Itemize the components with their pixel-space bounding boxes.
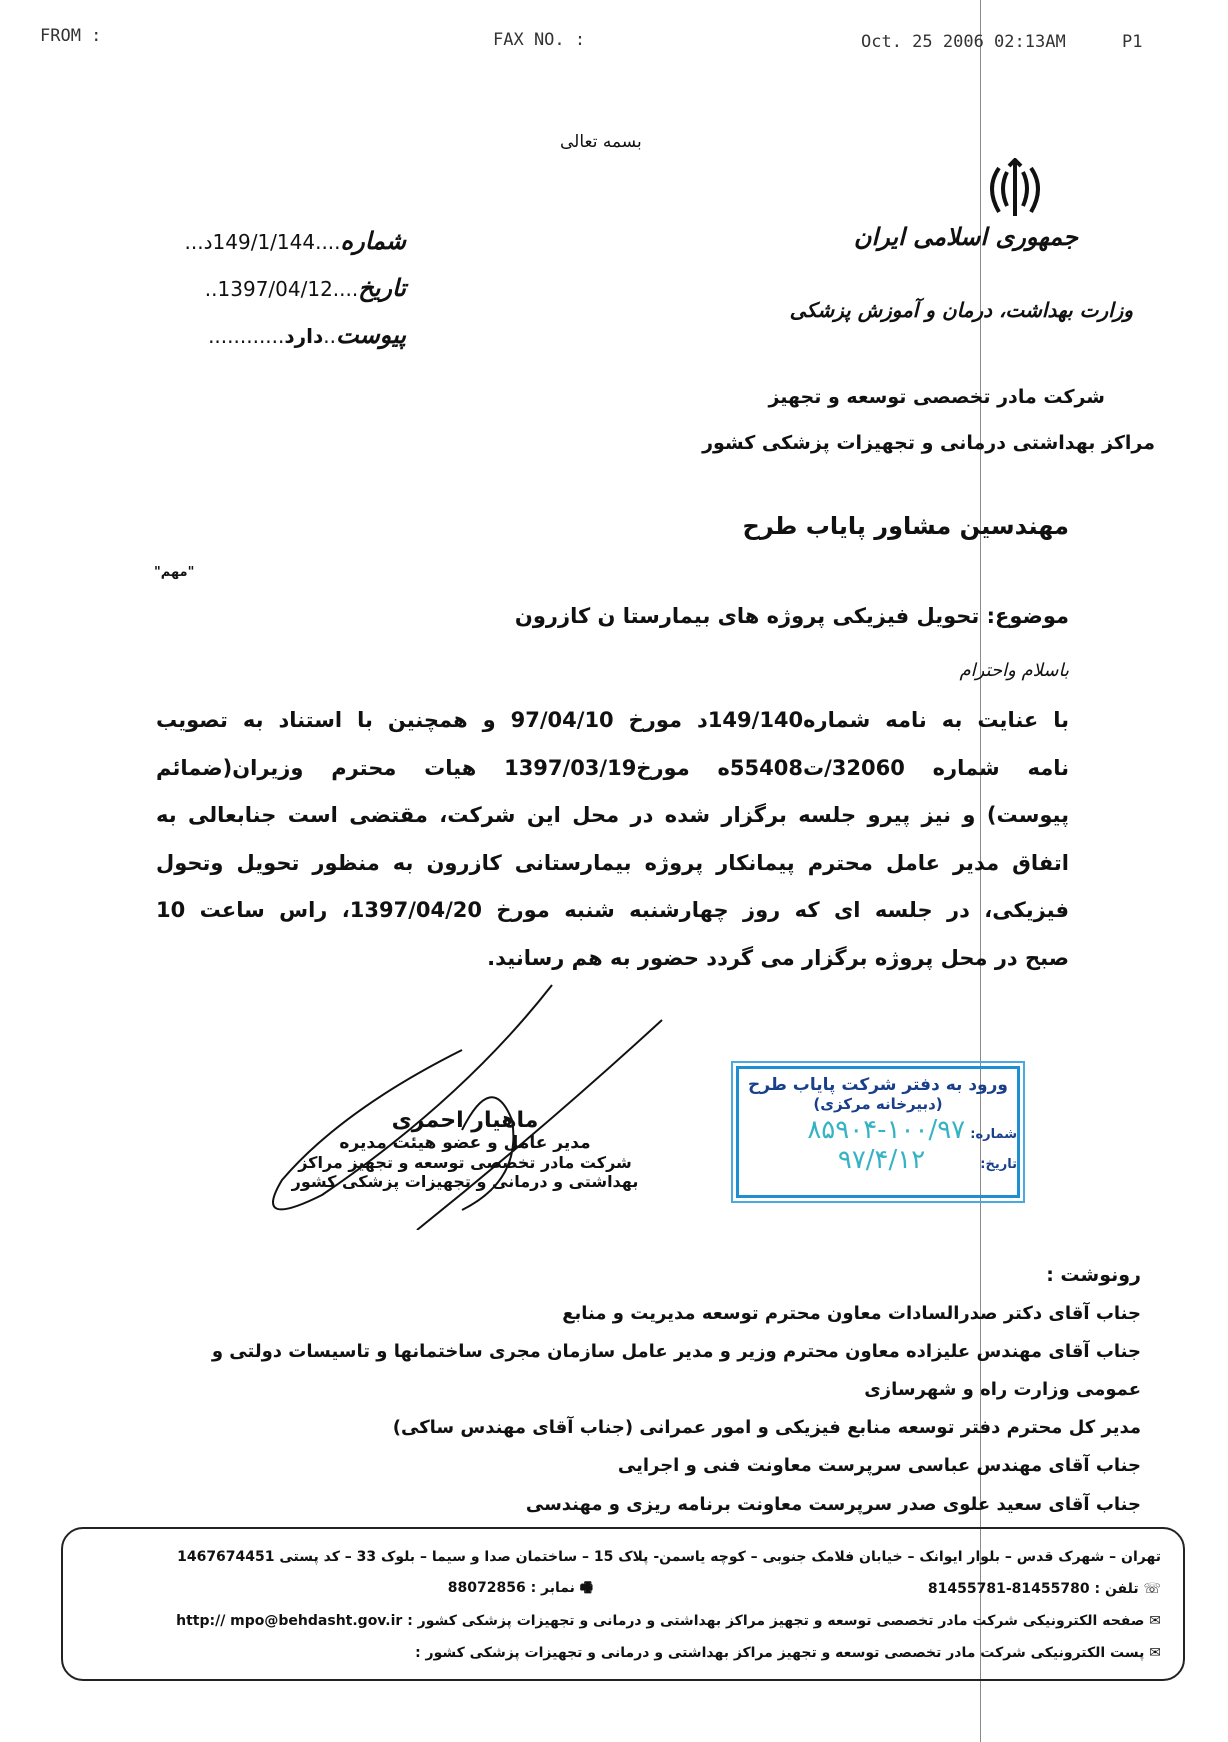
cc-title: رونوشت : xyxy=(1046,1264,1141,1286)
stamp-title: ورود به دفتر شرکت پایاب طرح xyxy=(748,1075,1008,1095)
date-label: تاریخ xyxy=(358,274,406,302)
subject xyxy=(515,604,1069,628)
letterhead-footer xyxy=(61,1527,1185,1681)
envelope-icon: ✉ xyxy=(1144,1645,1161,1661)
footer-phone: ☏ تلفن : 81455780-81455781 xyxy=(927,1581,1161,1597)
handwritten-signature xyxy=(262,980,682,1234)
invocation: بسمه تعالی xyxy=(560,132,642,152)
signatory-org: بهداشتی و درمانی و تجهیزات پزشکی کشور xyxy=(291,1172,639,1191)
website-link[interactable]: http:// mpo@behdasht.gov.ir xyxy=(176,1613,403,1629)
footer-email: ✉ پست الکترونیکی شرکت مادر تخصصی توسعه و تجهیز مراکز بهداشتی و درمانی و تجهیزات پزشکی کشور : xyxy=(415,1645,1161,1661)
body-line: پیوست) و نیز پیرو جلسه برگزار شده در محل این شرکت، مقتضی است جنابعالی به xyxy=(156,803,1069,827)
cc-line: جناب آقای سعید علوی صدر سرپرست معاونت برنامه ریزی و مهندسی xyxy=(525,1494,1141,1515)
fax-number: FAX NO. : xyxy=(493,30,586,50)
date-value: 1397/04/12 xyxy=(217,277,333,301)
stamp-date-value: ۹۷/۴/۱۲ xyxy=(837,1145,926,1175)
fax-from: FROM : xyxy=(40,26,102,46)
cc-line: مدیر کل محترم دفتر توسعه منابع فیزیکی و امور عمرانی (جناب آقای مهندس ساکی) xyxy=(392,1417,1141,1438)
footer-website: ✉ صفحه الکترونیکی شرکت مادر تخصصی توسعه و تجهیز مراکز بهداشتی و درمانی و تجهیزات پزشکی کشور : http:// mpo@behdasht.gov.ir xyxy=(176,1613,1161,1629)
stamp-number-value: ۱۰۰/۹۷-۸۵۹۰۴ xyxy=(807,1115,966,1145)
emblem-line-republic: جمهوری اسلامی ایران xyxy=(853,222,1078,251)
body-line: فیزیکی، در جلسه ای که روز چهارشنبه شنبه مورخ 1397/04/20، راس ساعت 10 xyxy=(156,898,1069,922)
stamp-subtitle: (دبیرخانه مرکزی) xyxy=(813,1095,943,1113)
body-line: صبح در محل پروژه برگزار می گردد حضور به هم رسانید. xyxy=(487,946,1069,970)
fax-icon: 🖷 xyxy=(574,1580,593,1596)
iran-emblem-icon xyxy=(985,158,1045,224)
phone-icon: ☏ xyxy=(1138,1581,1161,1597)
reference-block: شماره....149/1/144د... تاریخ....1397/04/12.. پیوست..دارد............ xyxy=(184,227,406,349)
signatory-title: مدیر عامل و عضو هیئت مدیره xyxy=(339,1133,591,1153)
fax-datetime: Oct. 25 2006 02:13AM xyxy=(861,32,1066,52)
number-value: 149/1/144د xyxy=(203,230,316,254)
body-line: با عنایت به نامه شماره149/140د مورخ 97/04/10 و همچنین با استناد به تصویب xyxy=(156,708,1069,732)
fax-page: P1 xyxy=(1122,32,1143,52)
stamp-date-label: تاریخ: xyxy=(980,1157,1017,1172)
attachment-value: دارد xyxy=(284,324,324,348)
cc-line: جناب آقای مهندس علیزاده معاون محترم وزیر و مدیر عامل سازمان مجری ساختمانها و تاسیسات دولتی و xyxy=(211,1341,1141,1362)
cc-line: جناب آقای دکتر صدرالسادات معاون محترم توسعه مدیریت و منابع xyxy=(562,1303,1141,1324)
cc-line: جناب آقای مهندس عباسی سرپرست معاونت فنی و اجرایی xyxy=(617,1455,1141,1476)
number-label: شماره xyxy=(340,227,406,255)
cc-line: عمومی وزارت راه و شهرسازی xyxy=(864,1379,1141,1400)
signatory-name: ماهیار احمری xyxy=(391,1108,539,1133)
signature-block xyxy=(290,1108,640,1191)
footer-fax: 🖷 نمابر : 88072856 xyxy=(447,1580,593,1596)
recipient: مهندسین مشاور پایاب طرح xyxy=(742,512,1069,540)
receipt-stamp xyxy=(736,1066,1020,1198)
importance-mark: "مهم" xyxy=(154,565,195,580)
body-line: اتفاق مدیر عامل محترم پیمانکار پروژه بیمارستانی کازرون به منظور تحویل وتحول xyxy=(156,851,1069,875)
stamp-number-label: شماره: xyxy=(970,1127,1017,1142)
emblem-line-ministry: وزارت بهداشت، درمان و آموزش پزشکی xyxy=(789,298,1133,322)
greeting: باسلام واحترام xyxy=(959,660,1069,681)
envelope-icon: ✉ xyxy=(1144,1613,1161,1629)
body-line: نامه شماره 32060/ت55408ه مورخ1397/03/19 هیات محترم وزیران(ضمائم xyxy=(156,756,1070,780)
signatory-org: شرکت مادر تخصصی توسعه و تجهیز مراکز xyxy=(298,1153,632,1172)
footer-address: تهران – شهرک قدس – بلوار ایوانک – خیابان فلامک جنوبی – کوچه یاسمن- پلاک 15 – ساختمان صدا و سیما – بلوک 33 – کد پستی 1467674451 xyxy=(177,1549,1161,1565)
subject-label: موضوع: xyxy=(986,604,1069,628)
subject-text: تحویل فیزیکی پروژه های بیمارستا ن کازرون xyxy=(514,604,980,628)
company-line-1: شرکت مادر تخصصی توسعه و تجهیز xyxy=(768,386,1105,408)
attachment-label: پیوست xyxy=(336,321,406,349)
company-line-2: مراکز بهداشتی درمانی و تجهیزات پزشکی کشور xyxy=(702,432,1155,454)
